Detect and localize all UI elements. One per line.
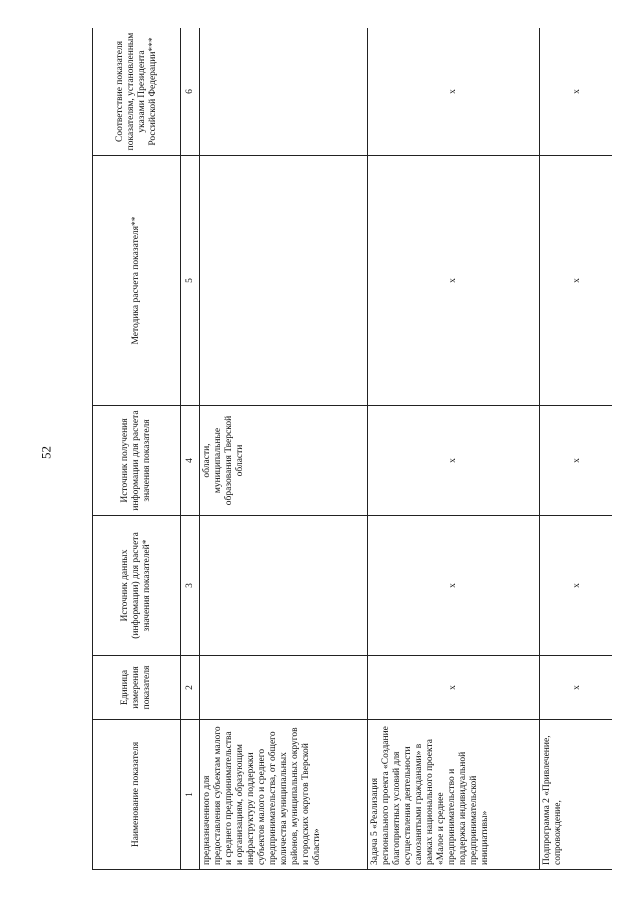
rotated-table-wrapper	[92, 28, 612, 870]
column-number-4: 4	[181, 406, 200, 516]
cell-info-source: области, муниципальные образования Тверской области	[200, 406, 368, 516]
cell-info-source: х	[368, 406, 540, 516]
column-number-3: 3	[181, 516, 200, 656]
header-indicator-name: Наименование показателя	[93, 720, 181, 870]
cell-unit: х	[368, 656, 540, 720]
cell-method: х	[540, 156, 613, 406]
page-number: 52	[38, 446, 54, 459]
indicators-table	[92, 28, 612, 870]
cell-indicator-name: Задача 5 «Реализация регионального проекта «Создание благоприятных условий для осуществления деятельности самозанятыми гражданами» в рамках национального проекта «Малое и среднее предпринимательство и поддержка индивидуальной предпринимательской инициативы»	[368, 720, 540, 870]
cell-indicator-name: предназначенного для предоставления субъектам малого и среднего предпринимательства и организациям, образующим инфраструктуру поддержки субъектов малого и среднего предпринимательства, от общего количества муниципальных районов, муниципальных округов и городских округов Тверской области»	[200, 720, 368, 870]
cell-data-source	[200, 516, 368, 656]
table-row	[200, 28, 368, 870]
header-unit: Единица измерения показателя	[93, 656, 181, 720]
cell-data-source: х	[540, 516, 613, 656]
cell-indicator-name: Подпрограмма 2 «Привлечение, сопровождение,	[540, 720, 613, 870]
column-number-1: 1	[181, 720, 200, 870]
cell-unit: х	[540, 656, 613, 720]
cell-info-source: х	[540, 406, 613, 516]
header-compliance: Соответствие показателя показателям, установленным указами Президента Российской Федерации***	[93, 28, 181, 156]
column-number-2: 2	[181, 656, 200, 720]
header-data-source: Источник данных (информации) для расчета значения показателей*	[93, 516, 181, 656]
cell-method: х	[368, 156, 540, 406]
cell-unit	[200, 656, 368, 720]
header-method: Методика расчета показателя**	[93, 156, 181, 406]
column-number-5: 5	[181, 156, 200, 406]
cell-compliance	[200, 28, 368, 156]
table-header-row	[93, 28, 181, 870]
column-number-row	[181, 28, 200, 870]
table-area	[92, 28, 612, 870]
table-row	[368, 28, 540, 870]
cell-data-source: х	[368, 516, 540, 656]
cell-method	[200, 156, 368, 406]
table-row	[540, 28, 613, 870]
cell-compliance: х	[368, 28, 540, 156]
cell-compliance: х	[540, 28, 613, 156]
header-info-source: Источник получения информации для расчета значения показателя	[93, 406, 181, 516]
column-number-6: 6	[181, 28, 200, 156]
